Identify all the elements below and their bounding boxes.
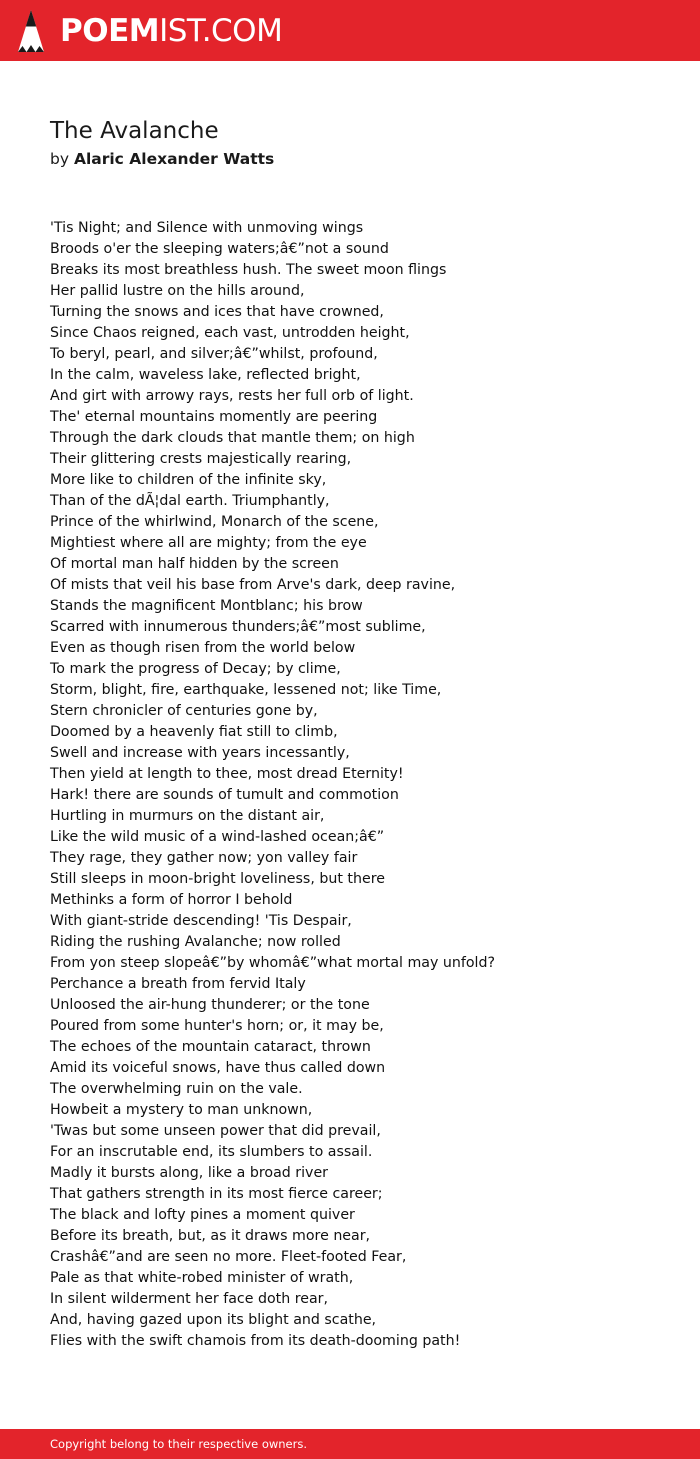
poem-line: To beryl, pearl, and silver;â€”whilst, profound,: [50, 346, 378, 362]
poem-line: Through the dark clouds that mantle them; on high: [50, 430, 415, 446]
poem-line: Before its breath, but, as it draws more near,: [50, 1228, 371, 1244]
poem-line: To mark the progress of Decay; by clime,: [50, 661, 341, 677]
poem-line: Perchance a breath from fervid Italy: [50, 976, 306, 992]
poem-line: And girt with arrowy rays, rests her full orb of light.: [50, 388, 414, 404]
poem-line: From yon steep slopeâ€”by whomâ€”what mortal may unfold?: [50, 955, 496, 971]
logo-wordmark-bold: POEM: [60, 13, 160, 49]
poem-line: Unloosed the air-hung thunderer; or the tone: [50, 997, 370, 1013]
poem-line: They rage, they gather now; yon valley fair: [50, 850, 358, 866]
poem-line: Of mists that veil his base from Arve's dark, deep ravine,: [50, 577, 456, 593]
poem-line: Poured from some hunter's horn; or, it may be,: [50, 1018, 384, 1034]
logo-wordmark: [60, 8, 282, 54]
poem-line: With giant-stride descending! 'Tis Despair,: [50, 913, 352, 929]
poem-line: Storm, blight, fire, earthquake, lessened not; like Time,: [50, 682, 442, 698]
poem-line: Her pallid lustre on the hills around,: [50, 283, 305, 299]
poem-line: In the calm, waveless lake, reflected bright,: [50, 367, 361, 383]
poem-line: The' eternal mountains momently are peering: [50, 409, 378, 425]
poem-line: Then yield at length to thee, most dread Eternity!: [50, 766, 404, 782]
copyright-notice: Copyright belong to their respective owners.: [50, 1437, 308, 1451]
poem-line: Flies with the swift chamois from its death-dooming path!: [50, 1333, 461, 1349]
poem-line: Turning the snows and ices that have crowned,: [50, 304, 384, 320]
poem-line: Than of the dÃ¦dal earth. Triumphantly,: [50, 493, 330, 509]
pencil-tip-icon: [17, 9, 45, 53]
poem-line: Swell and increase with years incessantly,: [50, 745, 350, 761]
poem-content: [50, 114, 670, 1352]
poem-line: Since Chaos reigned, each vast, untrodden height,: [50, 325, 410, 341]
poem-line: Breaks its most breathless hush. The sweet moon flings: [50, 262, 447, 278]
poem-line: The overwhelming ruin on the vale.: [50, 1081, 303, 1097]
poem-line: 'Twas but some unseen power that did prevail,: [50, 1123, 381, 1139]
poem-line: 'Tis Night; and Silence with unmoving wings: [50, 220, 364, 236]
poem-line: Hark! there are sounds of tumult and commotion: [50, 787, 399, 803]
poem-line: Broods o'er the sleeping waters;â€”not a sound: [50, 241, 389, 257]
poem-line: And, having gazed upon its blight and scathe,: [50, 1312, 377, 1328]
poem-byline: [50, 148, 670, 170]
poem-line: Pale as that white-robed minister of wrath,: [50, 1270, 354, 1286]
poem-line: Madly it bursts along, like a broad river: [50, 1165, 329, 1181]
logo-wordmark-light: IST.COM: [159, 13, 283, 49]
poem-line: Mightiest where all are mighty; from the eye: [50, 535, 367, 551]
poem-body: [50, 218, 670, 1352]
poem-line: The echoes of the mountain cataract, thrown: [50, 1039, 371, 1055]
poem-line: For an inscrutable end, its slumbers to assail.: [50, 1144, 373, 1160]
poem-line: Hurtling in murmurs on the distant air,: [50, 808, 325, 824]
poem-line: Even as though risen from the world below: [50, 640, 356, 656]
site-header: [0, 0, 700, 61]
poem-line: More like to children of the infinite sky,: [50, 472, 327, 488]
poem-line: In silent wilderment her face doth rear,: [50, 1291, 328, 1307]
poem-line: Their glittering crests majestically rearing,: [50, 451, 352, 467]
poem-line: Prince of the whirlwind, Monarch of the scene,: [50, 514, 379, 530]
poem-line: Still sleeps in moon-bright loveliness, but there: [50, 871, 385, 887]
site-footer: [0, 1429, 700, 1459]
site-logo-link[interactable]: [17, 8, 282, 54]
poem-line: Methinks a form of horror I behold: [50, 892, 293, 908]
poem-line: Crashâ€”and are seen no more. Fleet-footed Fear,: [50, 1249, 407, 1265]
poem-line: Like the wild music of a wind-lashed ocean;â€”: [50, 829, 385, 845]
poem-line: Stands the magnificent Montblanc; his brow: [50, 598, 363, 614]
byline-prefix: by: [50, 150, 70, 168]
poem-line: That gathers strength in its most fierce career;: [50, 1186, 383, 1202]
poem-line: Howbeit a mystery to man unknown,: [50, 1102, 313, 1118]
poem-author: Alaric Alexander Watts: [73, 150, 275, 168]
poem-title: The Avalanche: [50, 118, 219, 144]
poem-line: Riding the rushing Avalanche; now rolled: [50, 934, 341, 950]
poem-line: The black and lofty pines a moment quiver: [50, 1207, 355, 1223]
poem-line: Stern chronicler of centuries gone by,: [50, 703, 318, 719]
poem-line: Scarred with innumerous thunders;â€”most sublime,: [50, 619, 426, 635]
poem-line: Amid its voiceful snows, have thus called down: [50, 1060, 386, 1076]
poem-line: Doomed by a heavenly fiat still to climb,: [50, 724, 338, 740]
poem-line: Of mortal man half hidden by the screen: [50, 556, 339, 572]
